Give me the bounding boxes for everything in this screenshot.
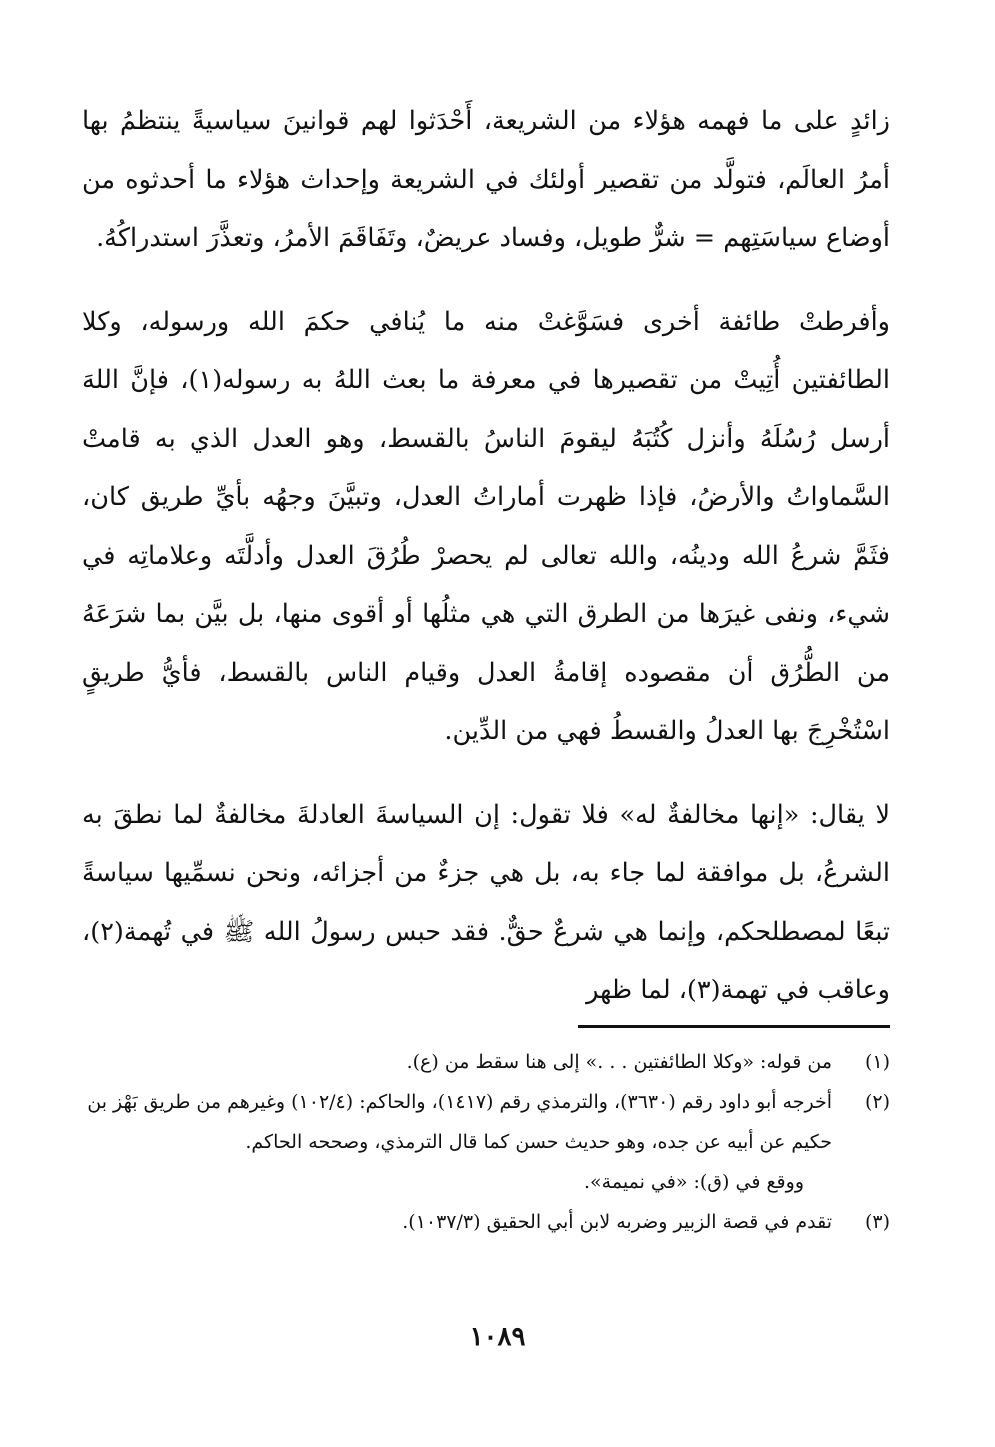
main-text bbox=[82, 92, 890, 1020]
footnote-line: أخرجه أبو داود رقم (٣٦٣٠)، والترمذي رقم (١٤١٧)، والحاكم: (١٠٢/٤) وغيرهم من طريق بَهْز بن حكيم عن أبيه عن جده، وهو حديث حسن كما قال الترمذي، وصححه الحاكم. bbox=[87, 1091, 832, 1153]
paragraph-3: لا يقال: «إنها مخالفةٌ له» فلا تقول: إن السياسةَ العادلةَ مخالفةٌ لما نطقَ به الشرعُ، بل موافقة لما جاء به، بل هي جزءٌ من أجزائه، ونحن نسمِّيها سياسةً تبعًا لمصطلحكم، وإنما هي شرعٌ حقٌّ. فقد حبس رسولُ الله ﷺ في تُهمة(٢)، وعاقب في تهمة(٣)، لما ظهر bbox=[82, 799, 890, 1005]
paragraph-2: وأفرطتْ طائفة أخرى فسَوَّغتْ منه ما يُنافي حكمَ الله ورسوله، وكلا الطائفتين أُتِيتْ من تقصيرها في معرفة ما بعث اللهُ به رسوله(١)، فإنَّ اللهَ أرسل رُسُلَهُ وأنزل كُتُبَهُ ليقومَ الناسُ بالقسط، وهو العدل الذي به قامتْ السَّماواتُ والأرضُ، فإذا ظهرت أماراتُ العدل، وتبيَّنَ وجهُه بأيِّ طريق كان، فثَمَّ شرعُ الله ودينُه، والله تعالى لم يحصرْ طُرُقَ العدل وأدلَّتَه وعلاماتِه في شيء، ونفى غيرَها من الطرق التي هي مثلُها أو أقوى منها، بل بيَّن بما شرَعَهُ من الطُّرُق أن مقصوده إقامةُ العدل وقيام الناس بالقسط، فأيُّ طريقٍ اسْتُخْرِجَ بها العدلُ والقسطُ فهي من الدِّين. bbox=[82, 306, 891, 746]
footnote-line: من قوله: «وكلا الطائفتين . . .» إلى هنا سقط من (ع). bbox=[406, 1051, 832, 1073]
footnote-line: تقدم في قصة الزبير وضربه لابن أبي الحقيق (١٠٣٧/٣). bbox=[402, 1211, 832, 1233]
footnote-number: (٣) bbox=[864, 1211, 890, 1233]
footnote-number: (١) bbox=[864, 1051, 890, 1073]
page-number: ١٠٨٩ bbox=[469, 1322, 526, 1352]
footnote-text bbox=[82, 1202, 832, 1242]
footnote-3 bbox=[82, 1202, 890, 1242]
footnote-line: ووقع في (ق): «في نميمة». bbox=[584, 1171, 804, 1193]
footnote-1 bbox=[82, 1042, 890, 1082]
footnote-number: (٢) bbox=[864, 1091, 890, 1113]
footnote-text bbox=[82, 1042, 832, 1082]
footnote-text bbox=[82, 1082, 832, 1202]
paragraph-1: زائدٍ على ما فهمه هؤلاء من الشريعة، أَحْدَثوا لهم قوانينَ سياسيةً ينتظمُ بها أمرُ العالَم، فتولَّد من تقصير أولئك في الشريعة وإحداث هؤلاء ما أحدثوه من أوضاع سياسَتِهم = شرٌّ طويل، وفساد عريضٌ، وتَفَاقَمَ الأمرُ، وتعذَّرَ استدراكُهُ. bbox=[82, 106, 890, 253]
footnote-separator bbox=[578, 1025, 890, 1028]
footnote-2 bbox=[82, 1082, 890, 1202]
footnotes bbox=[82, 1042, 890, 1242]
